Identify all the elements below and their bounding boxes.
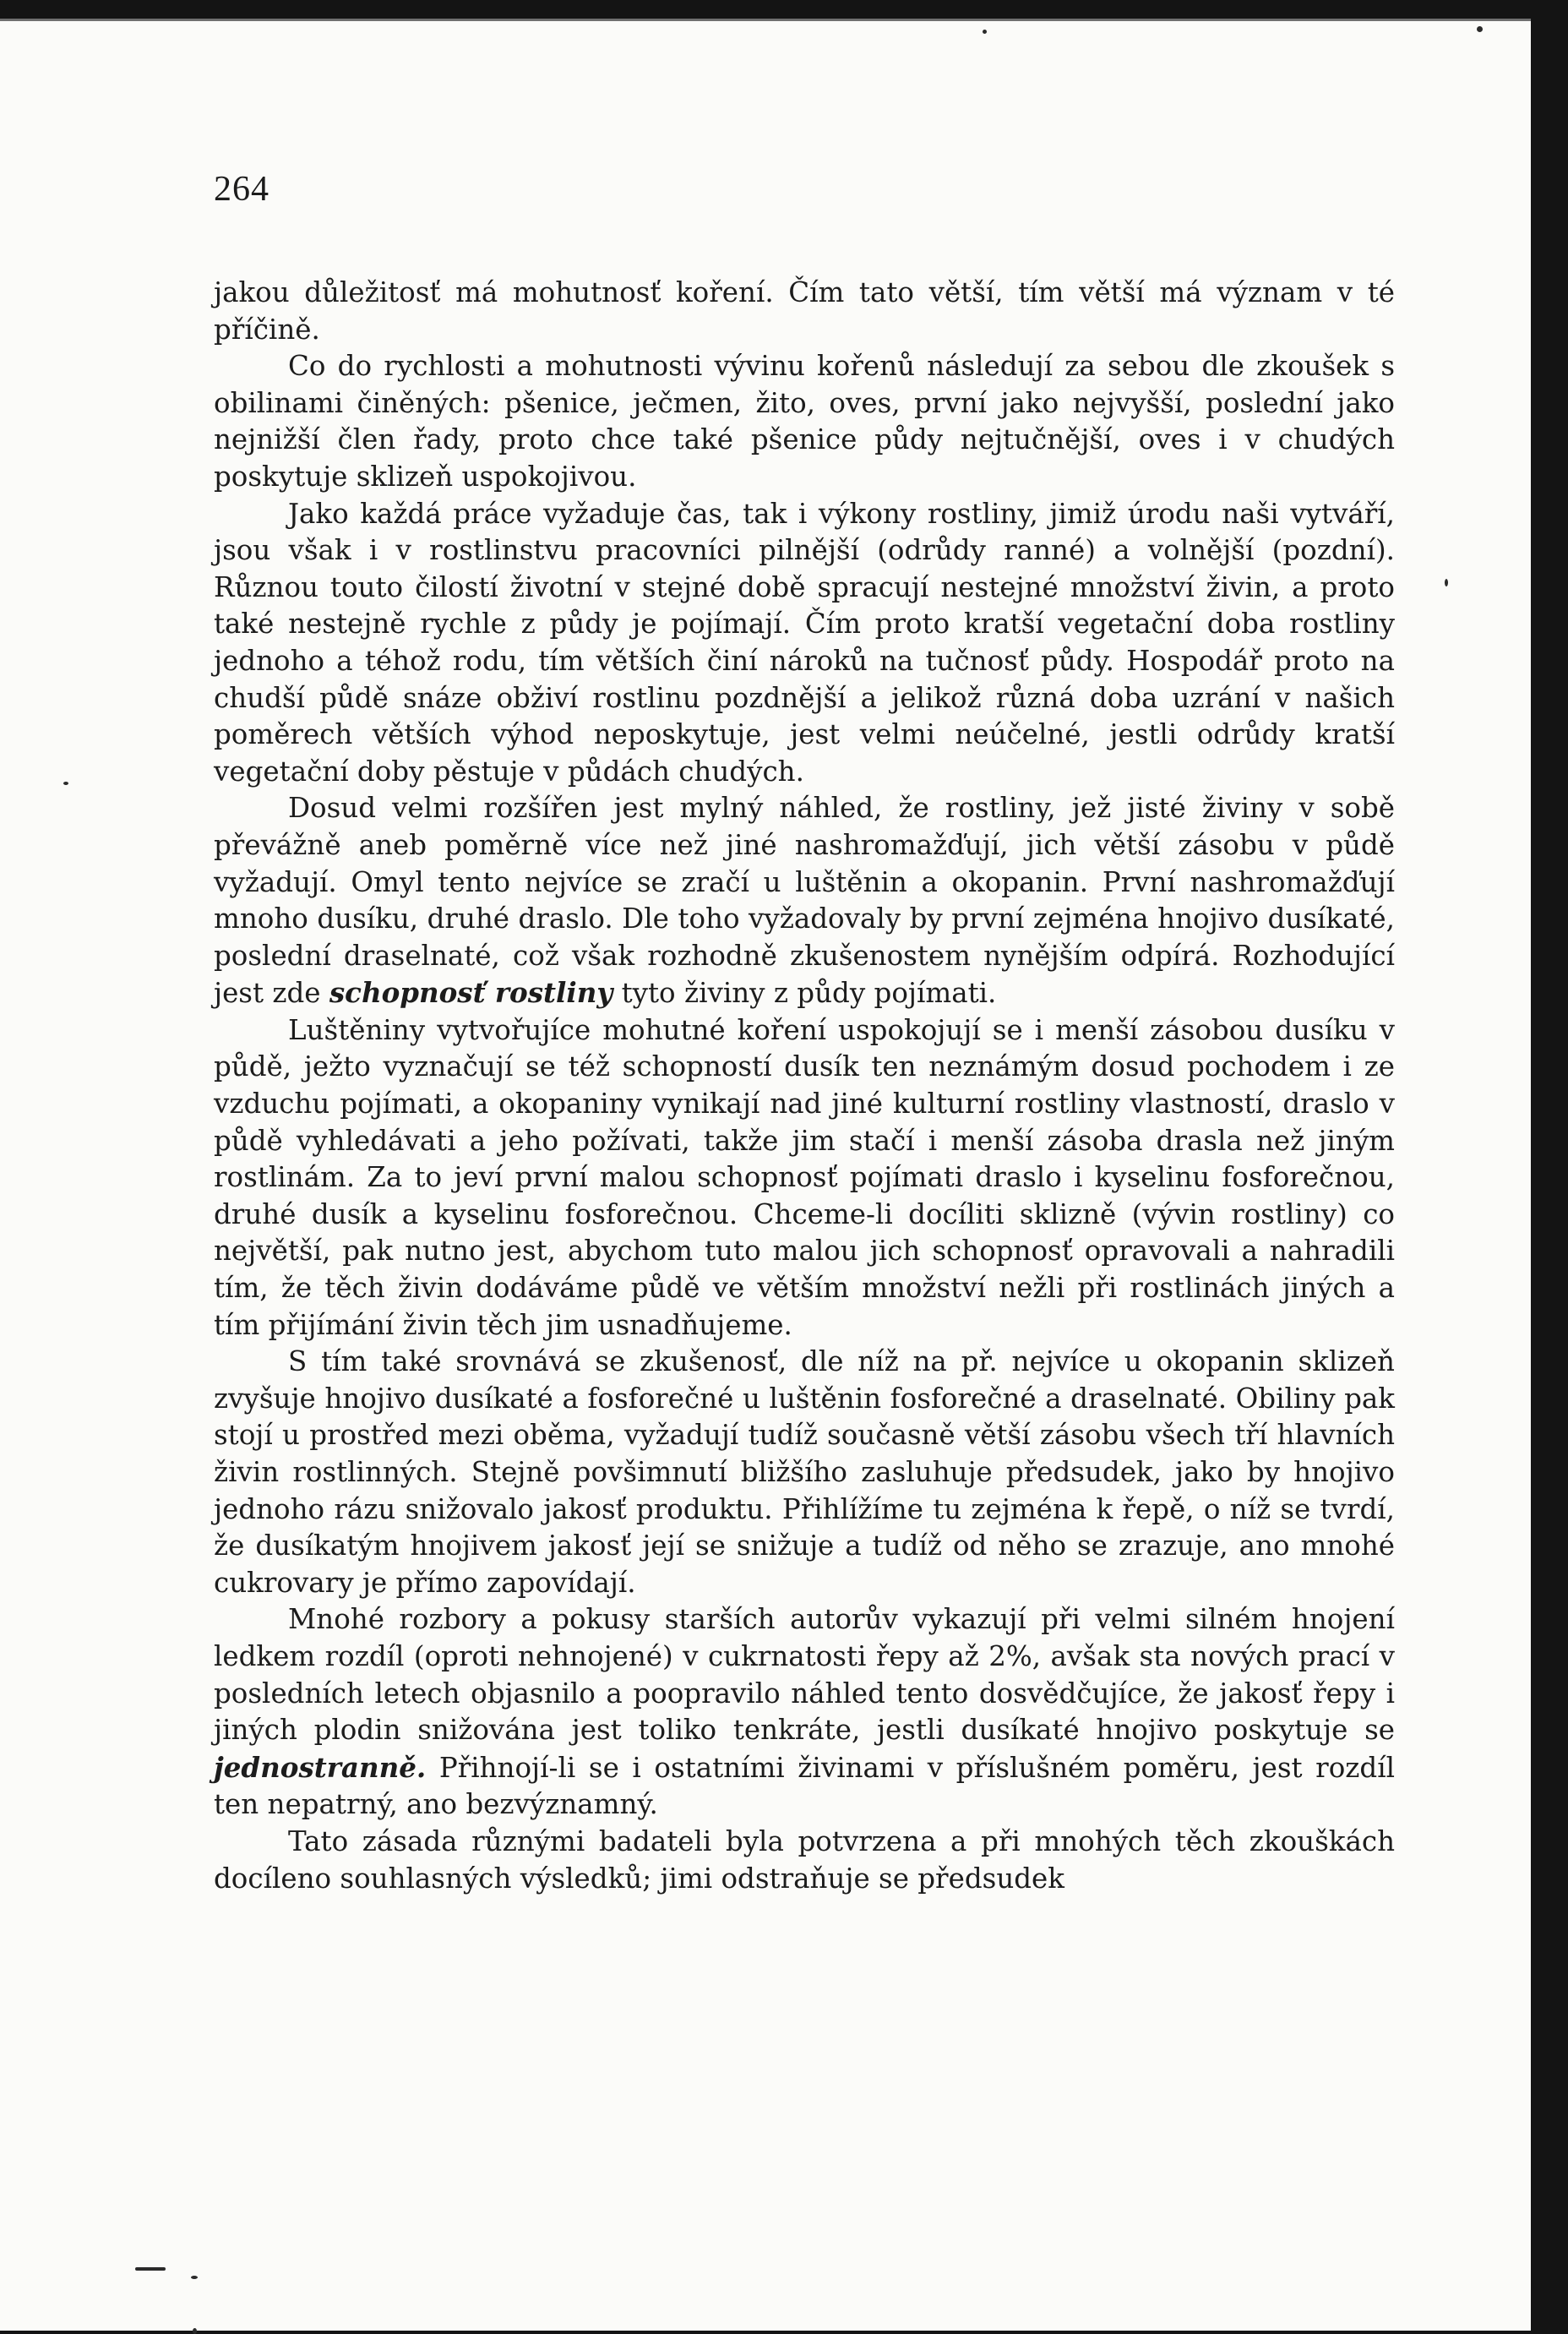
paragraph-3: Jako každá práce vyžaduje čas, tak i výkony rostliny, jimiž úrodu naši vytváří, jsou však i v rostlinstvu pracovníci pilnější (odrůdy ranné) a volnější (pozdní). Různou touto čilostí životní v stejné době spracují nestejné množství živin, a proto také nestejně rychle z půdy je pojímají. Čím proto kratší vegetační doba rostliny jednoho a téhož rodu, tím větších činí nároků na tučnosť půdy. Hospodář proto na chudší půdě snáze obživí rostlinu pozdnější a jelikož různá doba uzrání v našich poměrech větších výhod neposkytuje, jest velmi neúčelné, jestli odrůdy kratší vegetační doby pěstuje v půdách chudých. — [214, 497, 1395, 788]
paragraph-1: jakou důležitosť má mohutnosť koření. Čím tato větší, tím větší má význam v té příčině. — [214, 276, 1395, 346]
paragraph-4-text-after: tyto živiny z půdy pojímati. — [612, 977, 997, 1010]
scan-speck — [1477, 26, 1483, 32]
paragraph-5: Luštěniny vytvořujíce mohutné koření uspokojují se i menší zásobou dusíku v půdě, ježto vyznačují se též schopností dusík ten neznámým dosud pochodem i ze vzduchu pojímati, a okopaniny vynikají nad jiné kulturní rostliny vlastností, draslo v půdě vyhledávati a jeho požívati, takže jim stačí i menší zásoba drasla než jiným rostlinám. Za to jeví první malou schopnosť pojímati draslo i kyselinu fosforečnou, druhé dusík a kyselinu fosforečnou. Chceme-li docíliti sklizně (vývin rostliny) co největší, pak nutno jest, abychom tuto malou jich schopnosť opravovali a nahradili tím, že těch živin dodáváme půdě ve větším množství nežli při rostlinách jiných a tím přijímání živin těch jim usnadňujeme. — [214, 1013, 1395, 1341]
scan-speck — [1445, 579, 1448, 586]
paragraph-4 — [214, 790, 1395, 1012]
paragraph-7-text-after: Přihnojí-li se i ostatními živinami v příslušném poměru, jest rozdíl ten nepatrný, ano bezvýznamný. — [214, 1751, 1395, 1821]
paragraph-8: Tato zásada různými badateli byla potvrzena a při mnohých těch zkouškách docíleno souhlasných výsledků; jimi odstraňuje se předsudek — [214, 1824, 1395, 1895]
scan-speck — [983, 30, 987, 34]
paragraph-7-emphasis: jednostranně. — [214, 1750, 427, 1784]
paragraph-2: Co do rychlosti a mohutnosti vývinu kořenů následují za sebou dle zkoušek s obilinami činěných: pšenice, ječmen, žito, oves, první jako nejvyšší, poslední jako nejnižší člen řady, proto chce také pšenice půdy nejtučnější, oves i v chudých poskytuje sklizeň uspokojivou. — [214, 350, 1395, 493]
paragraph-4-emphasis: schopnosť rostliny — [329, 976, 613, 1010]
paragraph-4-text-before: Dosud velmi rozšířen jest mylný náhled, že rostliny, jež jisté živiny v sobě převážně aneb poměrně více než jiné nashromažďují, jich větší zásobu v půdě vyžadují. Omyl tento nejvíce se zračí u luštěnin a okopanin. První nashromažďují mnoho dusíku, druhé draslo. Dle toho vyžadovaly by první zejména hnojivo dusíkaté, poslední draselnaté, což však rozhodně zkušenostem nynějším odpírá. Rozhodující jest zde — [214, 792, 1395, 1010]
scanner-edge — [1531, 0, 1568, 2331]
page-number: 264 — [214, 170, 270, 209]
scan-speck — [63, 782, 68, 785]
scan-speck — [135, 2267, 166, 2271]
paragraph-7-text-before: Mnohé rozbory a pokusy starších autorův vykazují při velmi silném hnojení ledkem rozdíl (oproti nehnojené) v cukrnatosti řepy až 2%, avšak sta nových prací v posledních letech objasnilo a poopravilo náhled tento dosvědčujíce, že jakosť řepy i jiných plodin snižována jest toliko tenkráte, jestli dusíkaté hnojivo poskytuje se — [214, 1603, 1395, 1747]
body-text — [214, 275, 1395, 1897]
scan-speck — [193, 2328, 197, 2334]
scan-speck — [191, 2276, 198, 2279]
paragraph-7 — [214, 1601, 1395, 1824]
book-page — [0, 19, 1531, 2331]
paragraph-6: S tím také srovnává se zkušenosť, dle níž na př. nejvíce u okopanin sklizeň zvyšuje hnojivo dusíkaté a fosforečné u luštěnin fosforečné a draselnaté. Obiliny pak stojí u prostřed mezi oběma, vyžadují tudíž současně větší zásobu všech tří hlavních živin rostlinných. Stejně povšimnutí bližšího zasluhuje předsudek, jako by hnojivo jednoho rázu snižovalo jakosť produktu. Přihlížíme tu zejména k řepě, o níž se tvrdí, že dusíkatým hnojivem jakosť její se snižuje a tudíž od něho se zrazuje, ano mnohé cukrovary je přímo zapovídají. — [214, 1345, 1395, 1599]
